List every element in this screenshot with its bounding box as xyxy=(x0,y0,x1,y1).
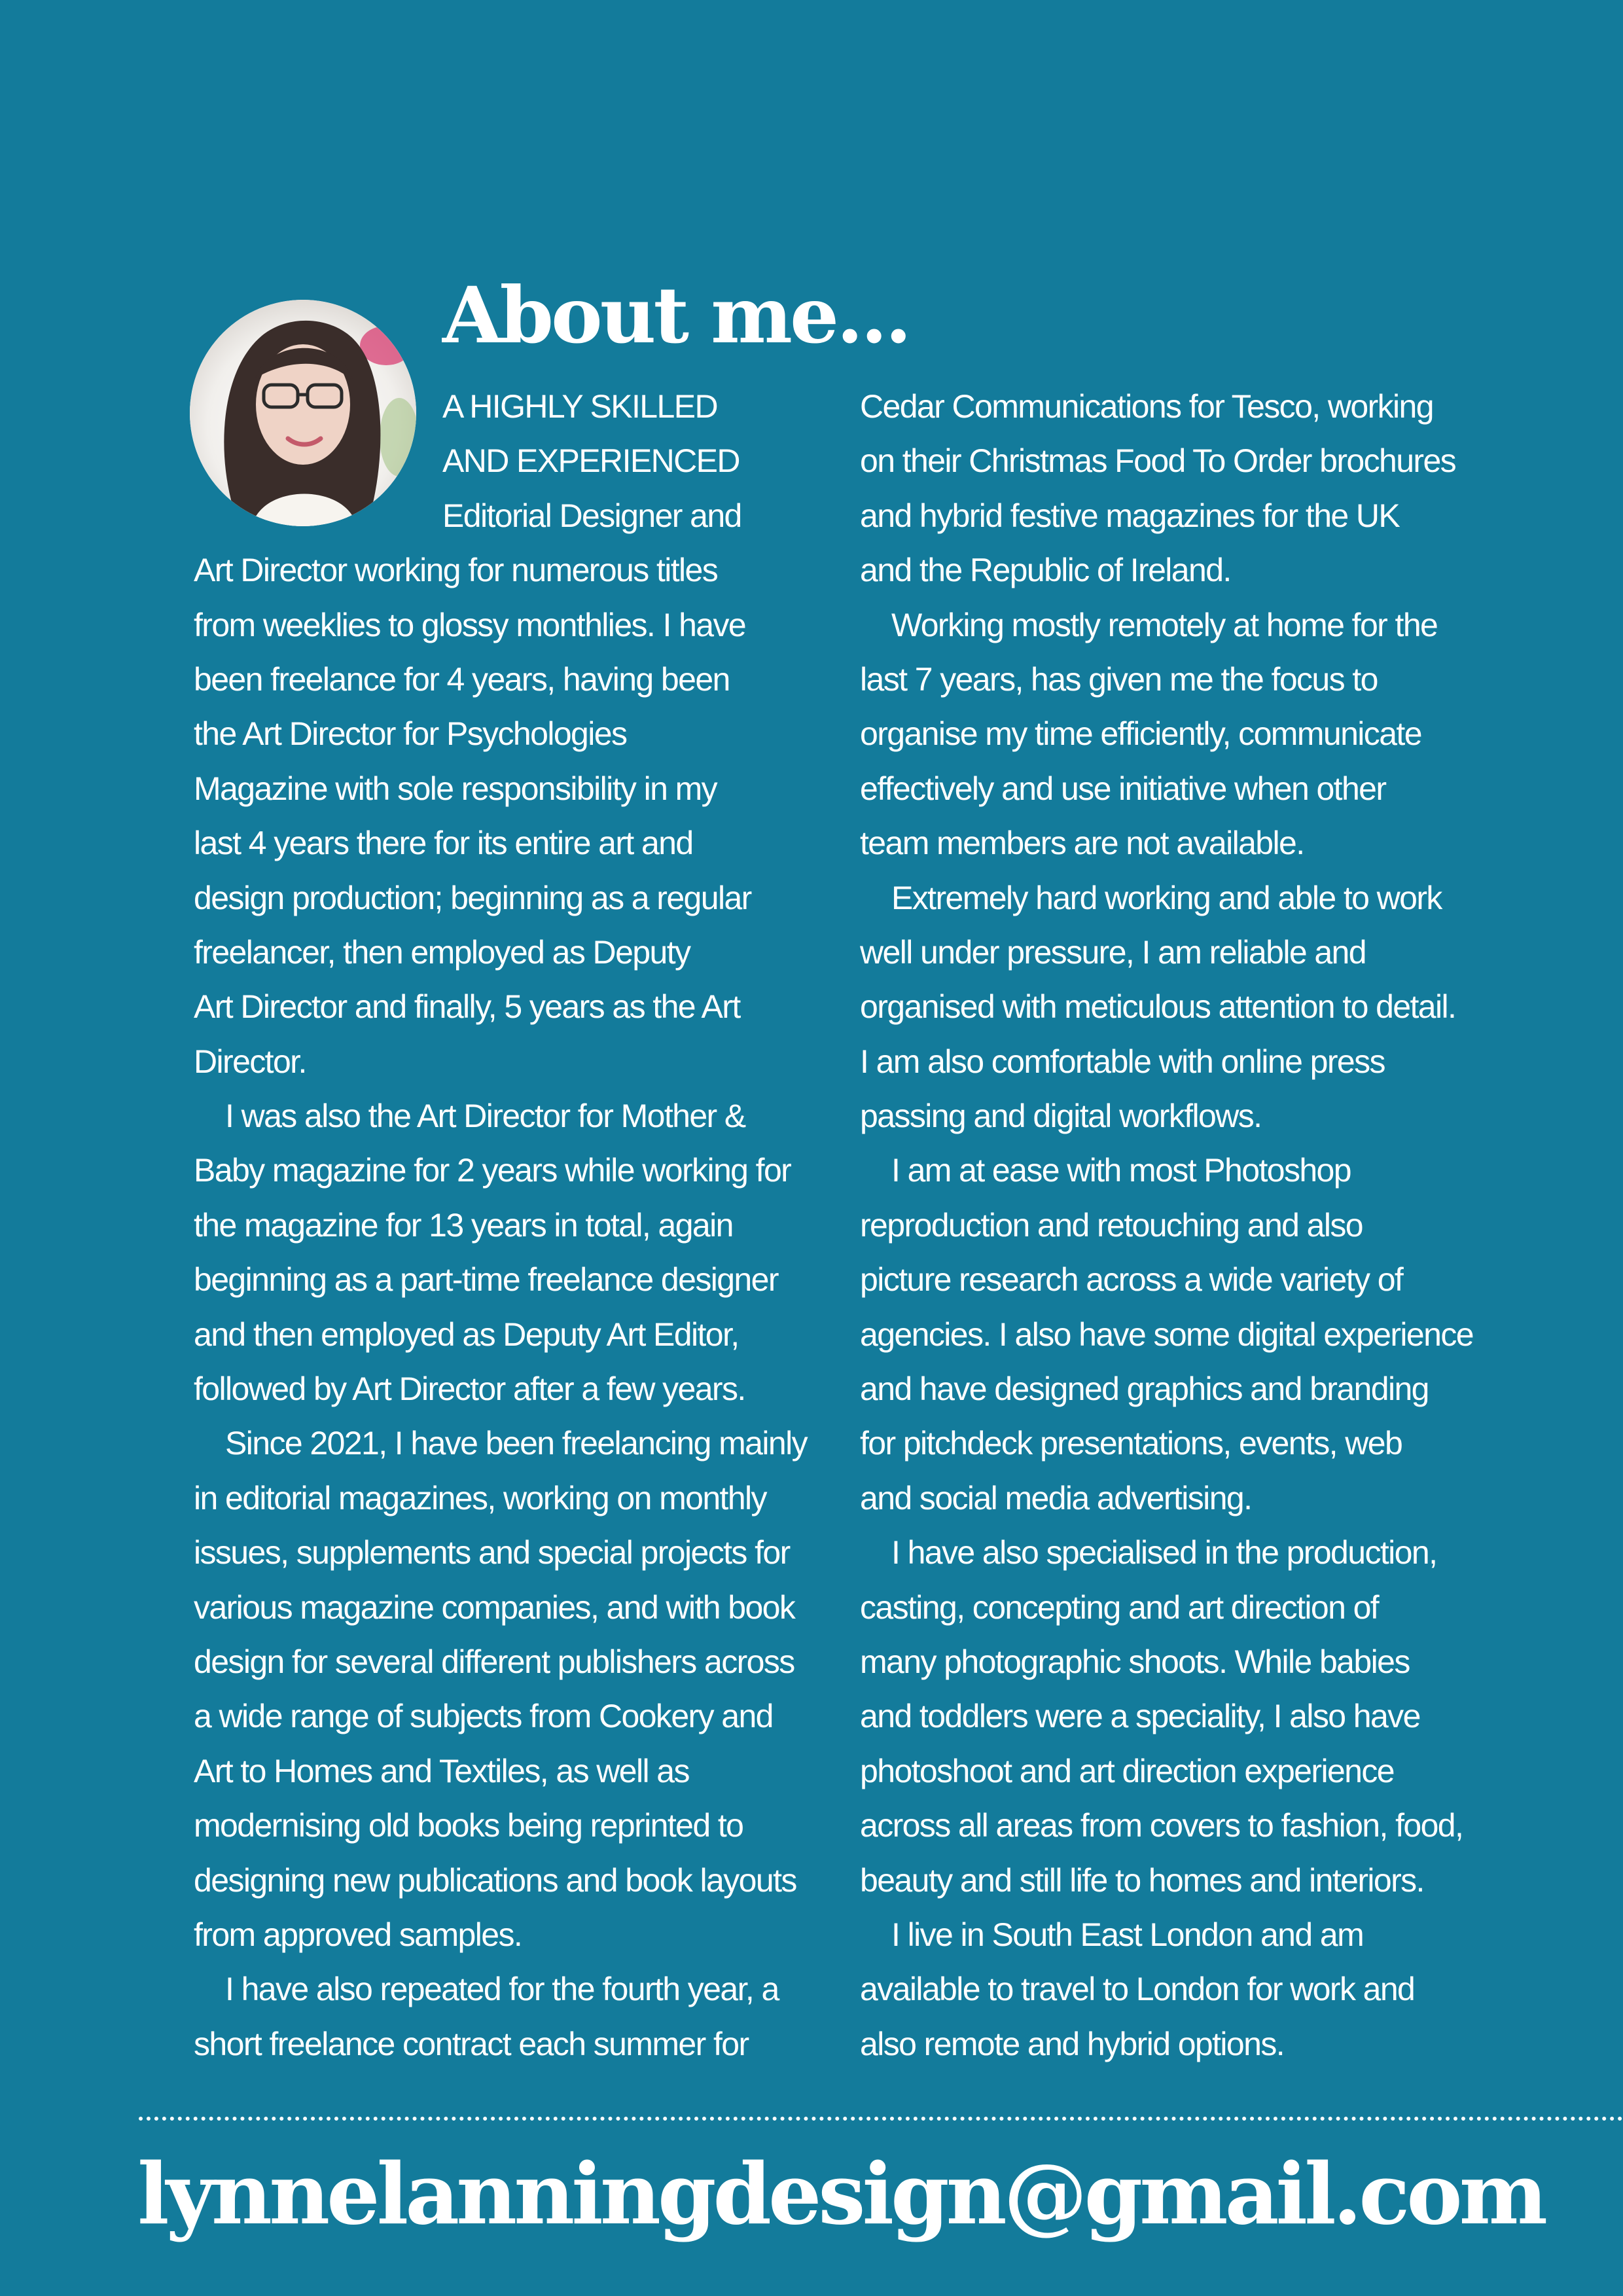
body-line: picture research across a wide variety of xyxy=(860,1261,1403,1299)
body-line: also remote and hybrid options. xyxy=(860,2025,1285,2062)
body-line: modernising old books being reprinted to xyxy=(194,1807,743,1844)
body-line: from approved samples. xyxy=(194,1916,522,1953)
body-line: photoshoot and art direction experience xyxy=(860,1752,1394,1789)
body-line: across all areas from covers to fashion, food, xyxy=(860,1807,1463,1844)
body-line: and toddlers were a speciality, I also have xyxy=(860,1698,1420,1735)
body-line: available to travel to London for work and xyxy=(860,1971,1415,2008)
body-line: many photographic shoots. While babies xyxy=(860,1643,1410,1680)
body-line: followed by Art Director after a few years. xyxy=(194,1371,745,1408)
paragraph-start-line: I am at ease with most Photoshop xyxy=(891,1152,1351,1189)
body-line: team members are not available. xyxy=(860,825,1304,862)
body-line: from weeklies to glossy monthlies. I have xyxy=(194,606,746,643)
body-line: organise my time efficiently, communicate xyxy=(860,715,1421,753)
body-line: and have designed graphics and branding xyxy=(860,1371,1429,1408)
paragraph-start-line: I was also the Art Director for Mother & xyxy=(225,1098,745,1135)
body-line: passing and digital workflows. xyxy=(860,1098,1262,1135)
body-line: casting, concepting and art direction of xyxy=(860,1588,1379,1626)
body-line: last 7 years, has given me the focus to xyxy=(860,660,1378,698)
paragraph-start-line: I live in South East London and am xyxy=(891,1916,1364,1953)
body-line: freelancer, then employed as Deputy xyxy=(194,933,690,971)
body-line: design for several different publishers across xyxy=(194,1643,794,1680)
intro-line: Editorial Designer and xyxy=(442,497,741,534)
body-line: Cedar Communications for Tesco, working xyxy=(860,388,1433,425)
body-line: Director. xyxy=(194,1043,306,1080)
body-line: issues, supplements and special projects for xyxy=(194,1534,790,1571)
paragraph-start-line: Since 2021, I have been freelancing mainly xyxy=(225,1425,807,1462)
body-line: various magazine companies, and with book xyxy=(194,1588,795,1626)
paragraph-start-line: Working mostly remotely at home for the xyxy=(891,606,1438,643)
page-title: About me... xyxy=(442,270,910,361)
body-line: reproduction and retouching and also xyxy=(860,1206,1363,1244)
body-line: short freelance contract each summer for xyxy=(194,2025,749,2062)
body-line: the magazine for 13 years in total, again xyxy=(194,1206,733,1244)
body-line: in editorial magazines, working on monthly xyxy=(194,1479,766,1516)
body-line: effectively and use initiative when other xyxy=(860,770,1386,807)
body-line: and then employed as Deputy Art Editor, xyxy=(194,1316,739,1353)
paragraph-start-line: Extremely hard working and able to work xyxy=(891,879,1442,916)
body-line: a wide range of subjects from Cookery and xyxy=(194,1698,773,1735)
body-line: agencies. I also have some digital experience xyxy=(860,1316,1473,1353)
body-line: and the Republic of Ireland. xyxy=(860,552,1231,589)
body-line: Art to Homes and Textiles, as well as xyxy=(194,1752,689,1789)
body-line: organised with meticulous attention to detail. xyxy=(860,988,1456,1026)
body-line: been freelance for 4 years, having been xyxy=(194,660,730,698)
intro-line: A HIGHLY SKILLED xyxy=(442,388,717,425)
body-line: last 4 years there for its entire art and xyxy=(194,825,693,862)
contact-email[interactable]: lynnelanningdesign@gmail.com xyxy=(137,2145,1545,2244)
body-line: the Art Director for Psychologies xyxy=(194,715,627,753)
body-line: for pitchdeck presentations, events, web xyxy=(860,1425,1402,1462)
paragraph-start-line: I have also specialised in the production, xyxy=(891,1534,1437,1571)
body-line: Baby magazine for 2 years while working for xyxy=(194,1152,791,1189)
body-line: beginning as a part-time freelance designer xyxy=(194,1261,778,1299)
body-line: on their Christmas Food To Order brochures xyxy=(860,442,1456,480)
left-column xyxy=(194,380,832,2072)
body-line: designing new publications and book layouts xyxy=(194,1861,796,1899)
body-line: Magazine with sole responsibility in my xyxy=(194,770,717,807)
body-line: beauty and still life to homes and interiors. xyxy=(860,1861,1424,1899)
intro-line: AND EXPERIENCED xyxy=(442,442,740,480)
body-line: and social media advertising. xyxy=(860,1479,1252,1516)
body-line: design production; beginning as a regular xyxy=(194,879,751,916)
right-column xyxy=(860,380,1498,2072)
body-line: Art Director and finally, 5 years as the Art xyxy=(194,988,740,1026)
body-line: and hybrid festive magazines for the UK xyxy=(860,497,1400,534)
body-line: Art Director working for numerous titles xyxy=(194,552,718,589)
dotted-divider xyxy=(139,2117,1623,2121)
paragraph-start-line: I have also repeated for the fourth year, a xyxy=(225,1971,779,2008)
body-line: I am also comfortable with online press xyxy=(860,1043,1385,1080)
body-line: well under pressure, I am reliable and xyxy=(860,933,1366,971)
